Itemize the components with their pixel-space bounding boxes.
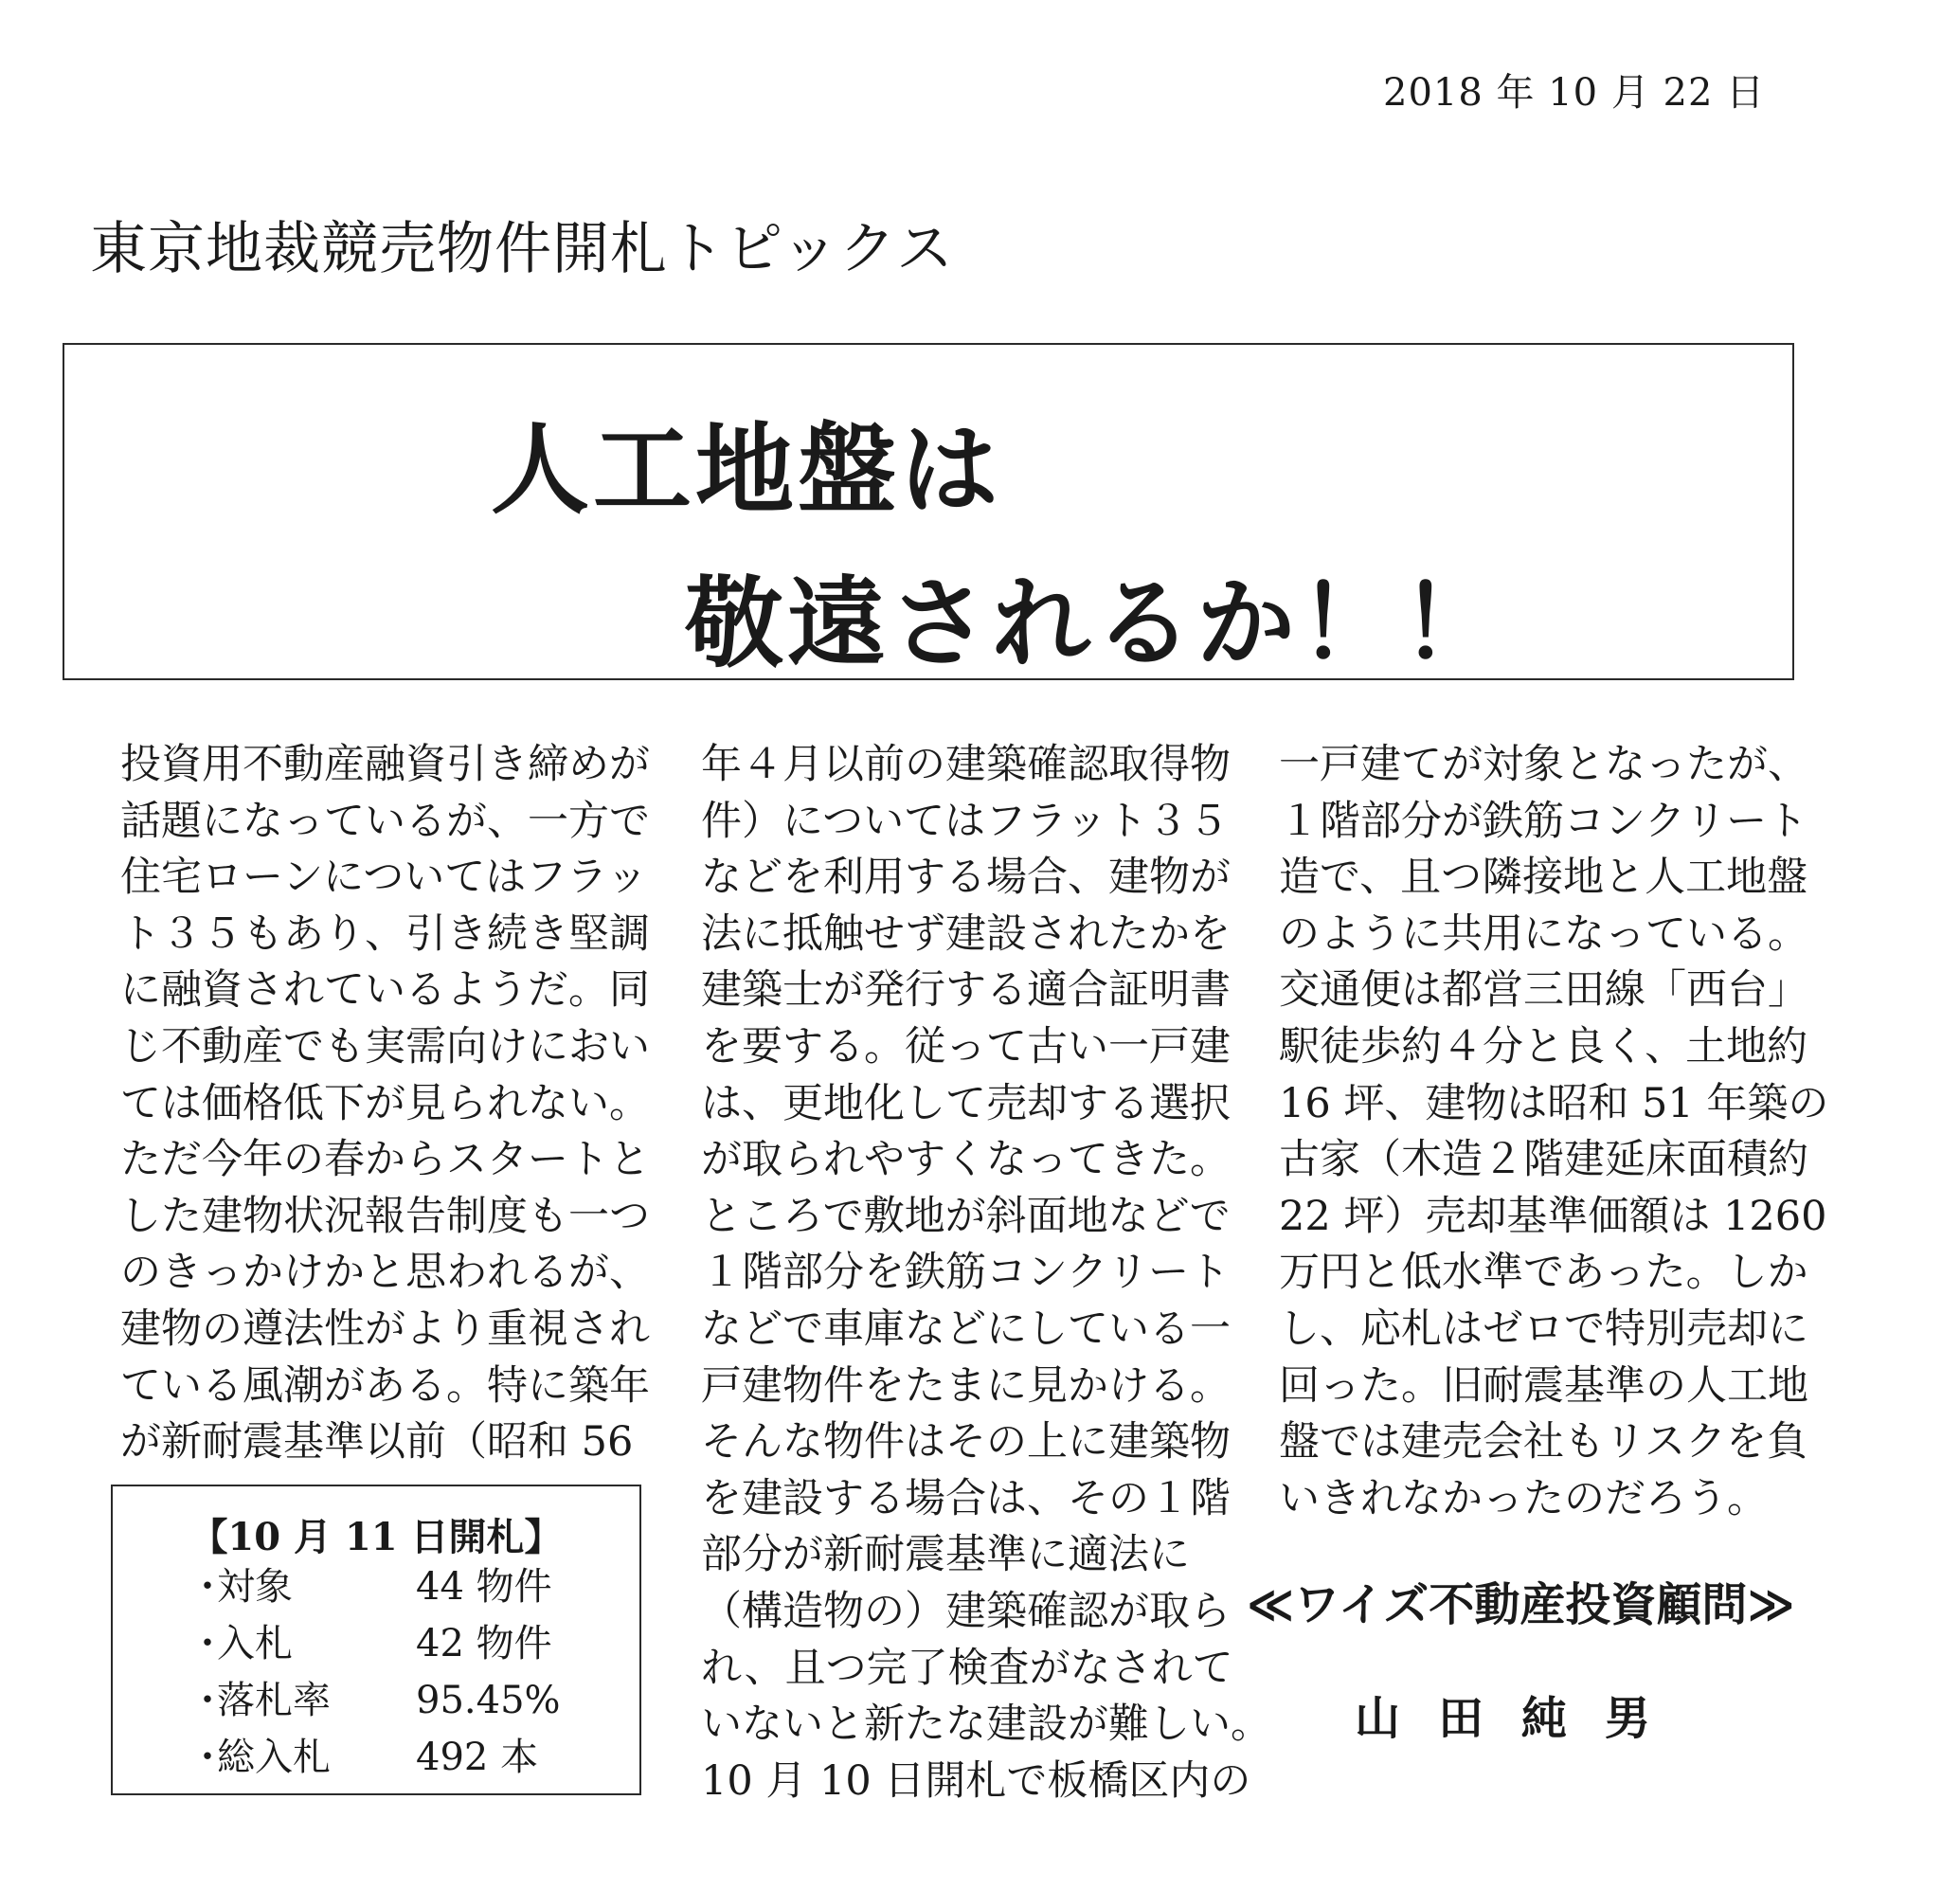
- series-title: 東京地裁競売物件開札トピックス: [90, 216, 954, 282]
- results-row-bids: [189, 1617, 605, 1670]
- results-label: 総入札: [217, 1736, 331, 1779]
- text-line: 投資用不動産融資引き締めが: [120, 741, 650, 788]
- text-line: 部分が新耐震基準に適法に: [701, 1531, 1190, 1579]
- headline-box: [63, 343, 1794, 680]
- text-line: 交通便は都営三田線「西台」: [1279, 966, 1808, 1015]
- text-line: ところで敷地が斜面地などで: [701, 1192, 1231, 1240]
- bullet: ・: [189, 1565, 226, 1609]
- text-line: ている風潮がある。特に築年: [120, 1361, 650, 1410]
- results-label: 入札: [217, 1622, 293, 1665]
- text-line: （構造物の）建築確認が取ら: [701, 1587, 1231, 1635]
- text-line: 10 月 10 日開札で板橋区内の: [701, 1756, 1251, 1805]
- results-value: 492 本: [416, 1736, 539, 1779]
- text-line: 件）についてはフラット３５: [701, 797, 1230, 845]
- text-line: が新耐震基準以前（昭和 56: [120, 1418, 634, 1467]
- text-line: 建物の遵法性がより重視され: [120, 1305, 650, 1353]
- text-line: 回った。旧耐震基準の人工地: [1279, 1361, 1808, 1410]
- text-line: 22 坪）売却基準価額は 1260: [1279, 1192, 1827, 1240]
- text-line: ては価格低下が見られない。: [120, 1079, 650, 1127]
- results-label: 対象: [217, 1565, 293, 1609]
- text-line: じ不動産でも実需向けにおい: [120, 1022, 650, 1071]
- article-date: 2018 年 10 月 22 日: [1383, 71, 1766, 115]
- article-column-1: [120, 737, 650, 1471]
- text-line: れ、且つ完了検査がなされて: [701, 1644, 1233, 1692]
- text-line: は、更地化して売却する選択: [701, 1079, 1231, 1127]
- text-line: を要する。従って古い一戸建: [701, 1022, 1231, 1071]
- text-line: 造で、且つ隣接地と人工地盤: [1279, 854, 1808, 902]
- text-line: そんな物件はその上に建築物: [701, 1418, 1231, 1467]
- bullet: ・: [189, 1679, 226, 1722]
- text-line: のきっかけかと思われるが、: [120, 1249, 650, 1297]
- results-value: 95.45%: [416, 1679, 561, 1722]
- text-line: 建築士が発行する適合証明書: [701, 966, 1231, 1015]
- text-line: 万円と低水準であった。しか: [1279, 1249, 1808, 1297]
- results-title: 【10 月 11 日開札】: [189, 1515, 563, 1559]
- text-line: のように共用になっている。: [1279, 909, 1808, 958]
- article-column-2: [701, 737, 1271, 1809]
- text-line: 住宅ローンについてはフラッ: [120, 854, 648, 902]
- text-line: 一戸建てが対象となったが、: [1279, 741, 1808, 788]
- text-line: を建設する場合は、その１階: [701, 1474, 1231, 1522]
- text-line: 戸建物件をたまに見かける。: [701, 1361, 1231, 1410]
- text-line: し、応札はゼロで特別売却に: [1279, 1305, 1808, 1353]
- text-line: 16 坪、建物は昭和 51 年築の: [1279, 1079, 1829, 1127]
- text-line: 盤では建売会社もリスクを負: [1279, 1418, 1808, 1467]
- text-line: 古家（木造２階建延床面積約: [1279, 1136, 1808, 1184]
- results-row-total-bids: [189, 1731, 605, 1784]
- text-line: などで車庫などにしている一: [701, 1305, 1231, 1353]
- text-line: に融資されているようだ。同: [120, 966, 650, 1015]
- text-line: いきれなかったのだろう。: [1279, 1474, 1768, 1522]
- text-line: １階部分が鉄筋コンクリート: [1279, 797, 1808, 845]
- headline-line-1: 人工地盤は: [491, 412, 1003, 528]
- text-line: 年４月以前の建築確認取得物: [701, 741, 1231, 788]
- results-row-target: [189, 1560, 605, 1613]
- text-line: 話題になっているが、一方で: [120, 797, 650, 845]
- text-line: いないと新たな建設が難しい。: [701, 1701, 1271, 1749]
- bullet: ・: [189, 1622, 226, 1665]
- text-line: ただ今年の春からスタートと: [120, 1136, 650, 1184]
- headline-line-2: 敬遠されるか！！: [685, 566, 1504, 681]
- text-line: ト３５もあり、引き続き堅調: [120, 909, 650, 958]
- text-line: １階部分を鉄筋コンクリート: [701, 1249, 1231, 1297]
- author-name: 山田純男: [1355, 1692, 1689, 1745]
- results-row-success-rate: [189, 1674, 605, 1727]
- text-line: が取られやすくなってきた。: [701, 1136, 1231, 1184]
- results-value: 44 物件: [416, 1565, 552, 1609]
- auction-results-box: [111, 1485, 641, 1795]
- results-label: 落札率: [217, 1679, 331, 1722]
- company-name: ≪ワイズ不動産投資顧問≫: [1247, 1578, 1795, 1631]
- article-column-3: [1279, 737, 1829, 1527]
- text-line: 法に抵触せず建設されたかを: [701, 909, 1231, 958]
- bullet: ・: [189, 1736, 226, 1779]
- text-line: 駅徒歩約４分と良く、土地約: [1279, 1022, 1808, 1071]
- text-line: などを利用する場合、建物が: [701, 854, 1231, 902]
- text-line: した建物状況報告制度も一つ: [120, 1192, 650, 1240]
- results-value: 42 物件: [416, 1622, 552, 1665]
